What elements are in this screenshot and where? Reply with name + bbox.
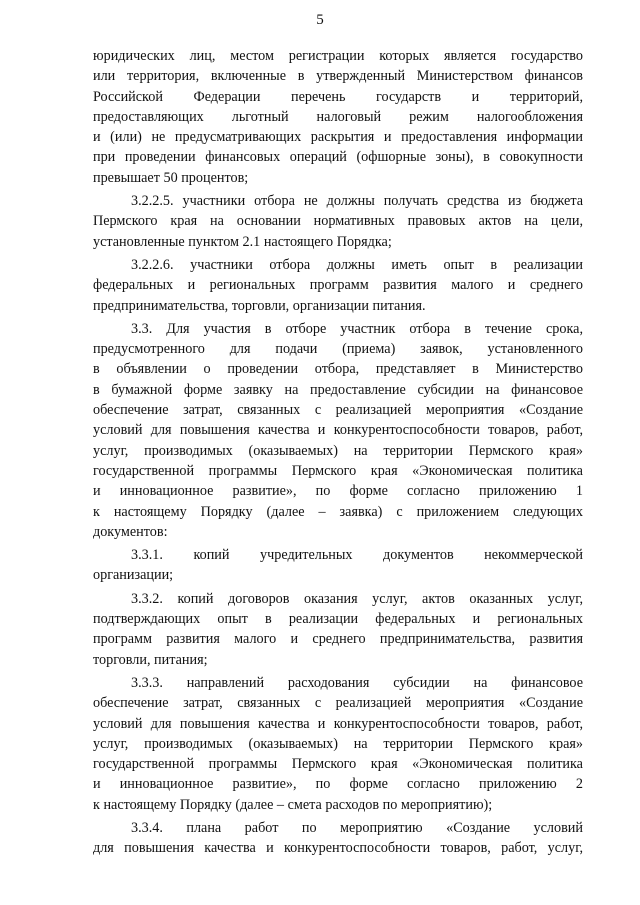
text-line: юридических лиц, местом регистрации которых является государство [93,48,583,64]
text-line: услуг, производимых (оказываемых) на территории Пермского края» [93,442,583,459]
text-line: и (или) не предусматривающих раскрытия и предоставления информации [93,129,583,146]
text-line: к настоящему Порядку (далее – смета расходов по мероприятию); [93,796,493,813]
page-number: 5 [316,12,324,28]
text-line: обеспечение затрат, связанных с реализацией мероприятия «Создание [93,695,583,712]
text-line: предоставляющих льготный налоговый режим налогообложения [93,108,583,125]
text-line: Пермского края на основании нормативных правовых актов на цели, [93,213,583,230]
text-line: предпринимательства, торговли, организации питания. [93,297,426,314]
text-line: для повышения качества и конкурентоспособности товаров, работ, услуг, [93,840,583,857]
text-line: к настоящему Порядку (далее – заявка) с приложением следующих [93,503,583,520]
text-line: условий для повышения качества и конкурентоспособности товаров, работ, [93,715,583,732]
text-line: обеспечение затрат, связанных с реализацией мероприятия «Создание [93,402,583,419]
text-line: 3.2.2.5. участники отбора не должны получать средства из бюджета [131,193,583,210]
text-line: 3.2.2.6. участники отбора должны иметь опыт в реализации [131,256,583,273]
text-line: предусмотренного для подачи (приема) заявок, установленного [93,341,583,358]
text-line: федеральных и региональных программ развития малого и среднего [93,277,583,294]
text-line: условий для повышения качества и конкурентоспособности товаров, работ, [93,422,583,439]
text-line: или территория, включенные в утвержденный Министерством финансов [93,68,583,85]
text-line: и инновационное развитие», по форме согласно приложению 2 [93,776,583,793]
text-line: организации; [93,567,174,584]
text-line: Российской Федерации перечень государств и территорий, [93,88,583,105]
text-line: документов: [93,523,168,540]
text-line: 3.3.1. копий учредительных документов некоммерческой [131,547,583,564]
text-line: 3.3.4. плана работ по мероприятию «Создание условий [131,819,583,836]
text-line: 3.3. Для участия в отборе участник отбора в течение срока, [131,320,583,337]
document-body [93,46,583,859]
text-line: при проведении финансовых операций (офшорные зоны), в совокупности [93,149,583,166]
text-line: в объявлении о проведении отбора, представляет в Министерство [93,361,583,378]
text-line: 3.3.3. направлений расходования субсидии на финансовое [131,674,583,691]
text-line: программ развития малого и среднего предпринимательства, развития [93,631,583,648]
text-line: установленные пунктом 2.1 настоящего Порядка; [93,233,392,250]
text-line: услуг, производимых (оказываемых) на территории Пермского края» [93,735,583,752]
text-line: превышает 50 процентов; [93,169,249,186]
text-line: подтверждающих опыт в реализации федеральных и региональных [93,611,583,628]
text-line: 3.3.2. копий договоров оказания услуг, актов оказанных услуг, [131,590,583,607]
text-line: государственной программы Пермского края «Экономическая политика [93,462,583,479]
text-line: в бумажной форме заявку на предоставление субсидии на финансовое [93,381,583,398]
text-line: торговли, питания; [93,651,208,668]
text-line: государственной программы Пермского края «Экономическая политика [93,756,583,773]
text-line: и инновационное развитие», по форме согласно приложению 1 [93,483,583,500]
